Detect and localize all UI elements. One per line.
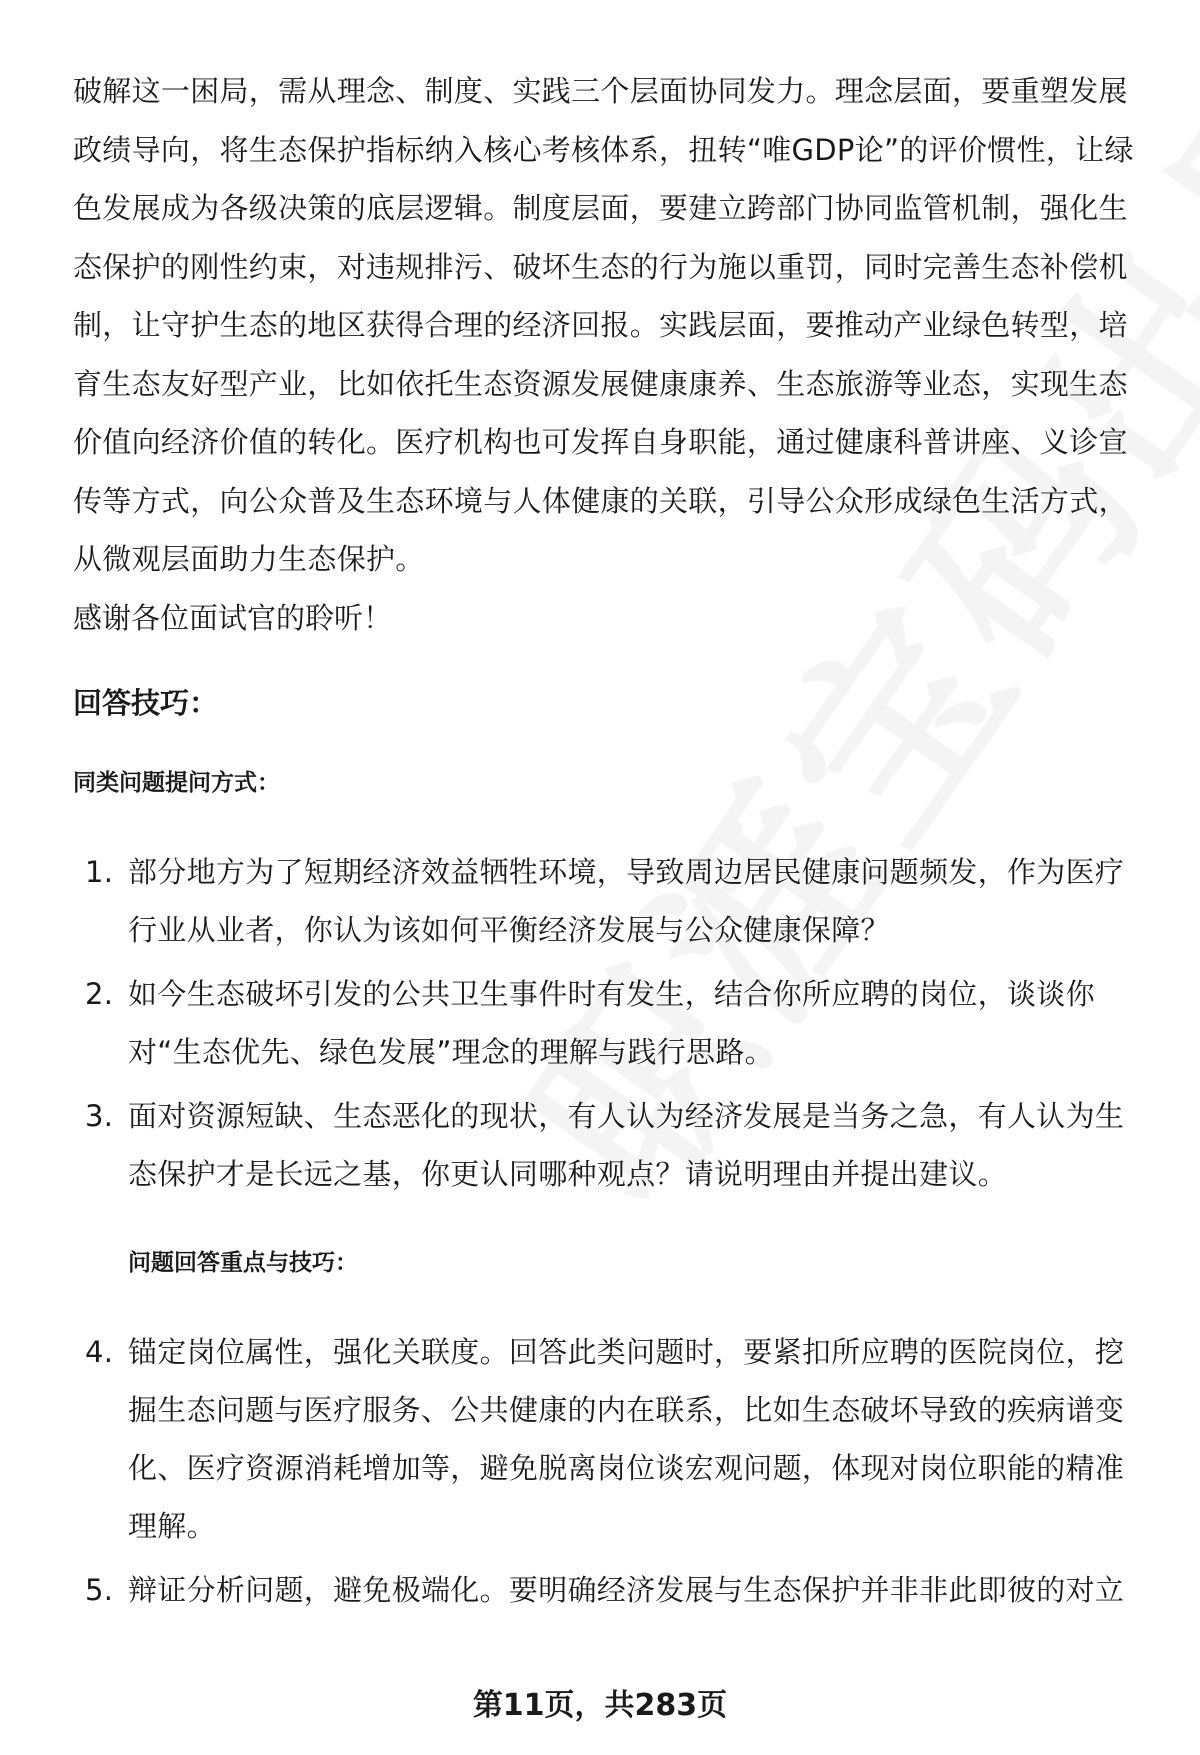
list-item-text: 部分地方为了短期经济效益牺牲环境，导致周边居民健康问题频发，作为医疗行业从业者，你认为该如何平衡经济发展与公众健康保障？	[128, 854, 1125, 947]
list-item	[73, 965, 1153, 1081]
list-item-number: 1.	[85, 854, 114, 889]
subheading-key-points: 问题回答重点与技巧：	[128, 1249, 358, 1276]
key-points-list	[73, 1323, 1153, 1619]
list-item-text: 如今生态破坏引发的公共卫生事件时有发生，结合你所应聘的岗位，谈谈你对“生态优先、绿色发展”理念的理解与践行思路。	[128, 976, 1095, 1069]
list-item	[73, 1087, 1153, 1203]
similar-questions-list	[73, 843, 1153, 1203]
list-item	[73, 1561, 1153, 1619]
list-item	[73, 1323, 1153, 1555]
list-item-number: 5.	[85, 1572, 114, 1607]
list-item-text: 锚定岗位属性，强化关联度。回答此类问题时，要紧扣所应聘的医院岗位，挖掘生态问题与医疗服务、公共健康的内在联系，比如生态破坏导致的疾病谱变化、医疗资源消耗增加等，避免脱离岗位谈宏观问题，体现对岗位职能的精准理解。	[128, 1334, 1125, 1543]
list-item-text: 辩证分析问题，避免极端化。要明确经济发展与生态保护并非非此即彼的对立	[128, 1572, 1125, 1607]
subheading-similar-questions: 同类问题提问方式：	[73, 769, 280, 796]
list-item-number: 3.	[85, 1098, 114, 1133]
list-item	[73, 843, 1153, 959]
list-item-number: 2.	[85, 976, 114, 1011]
section-heading-answer-tips: 回答技巧：	[73, 685, 219, 720]
body-paragraph: 破解这一困局，需从理念、制度、实践三个层面协同发力。理念层面，要重塑发展政绩导向，将生态保护指标纳入核心考核体系，扭转“唯GDP论”的评价惯性，让绿色发展成为各级决策的底层逻辑。制度层面，要建立跨部门协同监管机制，强化生态保护的刚性约束，对违规排污、破坏生态的行为施以重罚，同时完善生态补偿机制，让守护生态的地区获得合理的经济回报。实践层面，要推动产业绿色转型，培育生态友好型产业，比如依托生态资源发展健康康养、生态旅游等业态，实现生态价值向经济价值的转化。医疗机构也可发挥自身职能，通过健康科普讲座、义诊宣传等方式，向公众普及生态环境与人体健康的关联，引导公众形成绿色生活方式，从微观层面助力生态保护。	[73, 74, 1134, 576]
list-item-number: 4.	[85, 1334, 114, 1369]
closing-thanks: 感谢各位面试官的聆听！	[73, 600, 393, 635]
page-content	[73, 62, 1153, 1625]
page-number-footer: 第11页，共283页	[472, 1688, 728, 1723]
list-item-text: 面对资源短缺、生态恶化的现状，有人认为经济发展是当务之急，有人认为生态保护才是长远之基，你更认同哪种观点？请说明理由并提出建议。	[128, 1098, 1125, 1191]
